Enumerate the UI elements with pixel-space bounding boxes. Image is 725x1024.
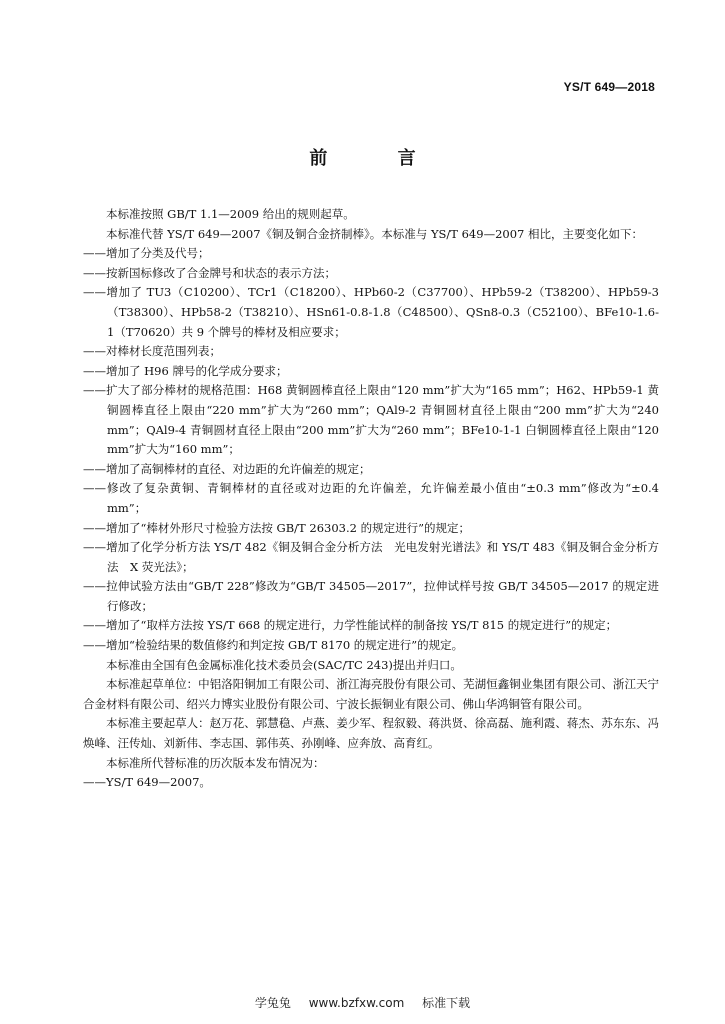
footer-site-name: 学兔兔 (254, 996, 291, 1010)
paragraph-drafters: 本标准主要起草人：赵万花、郭慧稳、卢燕、姜少军、程叙毅、蒋洪贤、徐高磊、施利霞、蒋杰、苏东东、冯焕峰、汪传灿、刘新伟、李志国、郭伟英、孙刚峰、应奔放、高育红。 (83, 716, 659, 751)
list-item: ——扩大了部分棒材的规格范围：H68 黄铜圆棒直径上限由“120 mm”扩大为“165 mm”；H62、HPb59-1 黄铜圆棒直径上限由“220 mm”扩大为“260 mm”；QAl9-2 青铜圆材直径上限由“200 mm”扩大为“240 mm”；QAl9-4 青铜圆材直径上限由“200 mm”扩大为“260 mm”；BFe10-1-1 白铜圆棒直径上限由“120 mm”扩大为“160 mm”； (83, 383, 659, 457)
list-item: ——增加了化学分析方法 YS/T 482《铜及铜合金分析方法 光电发射光谱法》和 YS/T 483《铜及铜合金分析方法 X 荧光法》； (83, 540, 659, 574)
paragraph-drafting-rules: 本标准按照 GB/T 1.1—2009 给出的规则起草。 (106, 207, 355, 221)
list-item: ——对棒材长度范围列表； (83, 344, 221, 359)
document-body (83, 205, 659, 793)
list-item: ——增加了 H96 牌号的化学成分要求； (83, 363, 288, 378)
paragraph-drafting-units: 本标准起草单位：中铝洛阳铜加工有限公司、浙江海亮股份有限公司、芜湖恒鑫铜业集团有限公司、浙江天宁合金材料有限公司、绍兴力博实业股份有限公司、宁波长振铜业有限公司、佛山华鸿铜管有限公司。 (83, 677, 659, 711)
document-code: YS/T 649—2018 (563, 80, 655, 94)
list-item: ——增加了 TU3（C10200）、TCr1（C18200）、HPb60-2（C37700）、HPb59-2（T38200）、HPb59-3（T38300）、HPb58-2（T38210）、HSn61-0.8-1.8（C48500）、QSn8-0.3（C52100）、BFe10-1.6-1（T70620）共 9 个牌号的棒材及相应要求； (83, 285, 659, 339)
footer-watermark (0, 994, 725, 1011)
list-item: ——增加了“棒材外形尺寸检验方法按 GB/T 26303.2 的规定进行”的规定； (83, 520, 470, 535)
paragraph-history-intro: 本标准所代替标准的历次版本发布情况为： (106, 755, 325, 770)
footer-tagline: 标准下载 (422, 996, 471, 1010)
history-list (83, 773, 659, 793)
list-item: ——增加“检验结果的数值修约和判定按 GB/T 8170 的规定进行”的规定。 (83, 638, 464, 653)
paragraph-committee: 本标准由全国有色金属标准化技术委员会(SAC/TC 243)提出并归口。 (106, 657, 462, 672)
footer-url-link[interactable]: www.bzfxw.com (308, 996, 405, 1010)
list-item: ——按新国标修改了合金牌号和状态的表示方法； (83, 265, 336, 280)
changes-list (83, 244, 659, 655)
list-item: ——YS/T 649—2007。 (83, 775, 211, 790)
list-item: ——增加了分类及代号； (83, 246, 210, 261)
page-title: 前 言 (309, 148, 448, 169)
paragraph-replacement: 本标准代替 YS/T 649—2007《铜及铜合金挤制棒》。本标准与 YS/T 649—2007 相比，主要变化如下： (106, 226, 643, 241)
list-item: ——增加了高铜棒材的直径、对边距的允许偏差的规定； (83, 461, 371, 476)
list-item: ——拉伸试验方法由“GB/T 228”修改为“GB/T 34505—2017”，拉伸试样号按 GB/T 34505—2017 的规定进行修改； (83, 579, 659, 613)
list-item: ——增加了“取样方法按 YS/T 668 的规定进行，力学性能试样的制备按 YS/T 815 的规定进行”的规定； (83, 618, 618, 633)
list-item: ——修改了复杂黄铜、青铜棒材的直径或对边距的允许偏差，允许偏差最小值由“±0.3 mm”修改为“±0.4 mm”； (83, 481, 659, 515)
